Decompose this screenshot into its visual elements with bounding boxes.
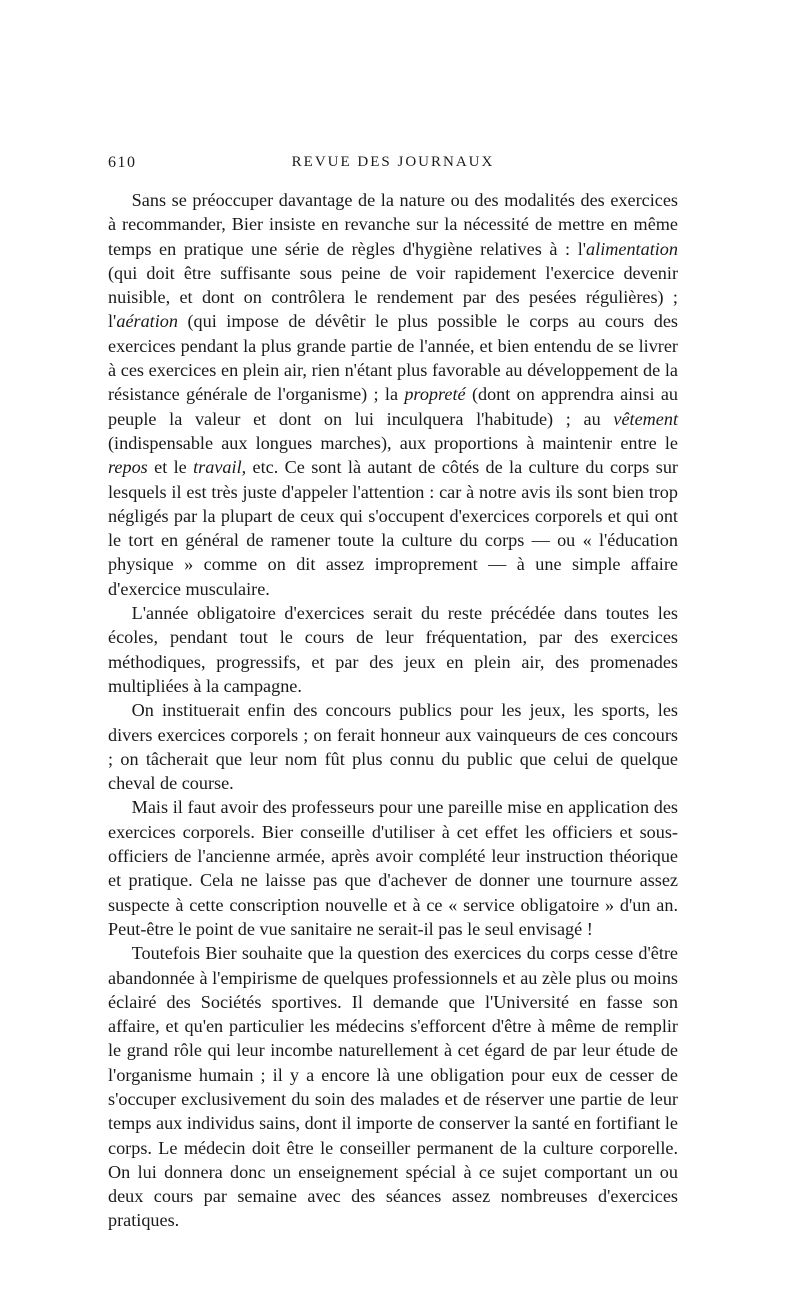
italic-term: propreté xyxy=(404,384,466,405)
text-run: et le xyxy=(147,457,194,478)
italic-term: travail xyxy=(193,457,242,478)
text-run: Toutefois Bier souhaite que la question des exercices du corps cesse d'être abandonnée à l'empirisme de quelques professionnels et au zèle plus ou moins éclairé des Sociétés sportives. Il demande que l'Université en fasse son affaire, et qu'en particulier les médecins s'efforcent d'être à même de remplir le grand rôle qui leur incombe naturellement à cet égard de par leur étude de l'organisme humain ; il y a encore là une obligation pour eux de cesser de s'occuper exclusivement du soin des malades et de réserver une partie de leur temps aux individus sains, dont il importe de conserver la santé en fortifiant le corps. Le médecin doit être le conseiller permanent de la culture corporelle. On lui donnera donc un enseignement spécial à ce sujet comportant un ou deux cours par semaine avec des séances assez nombreuses d'exercices pratiques. xyxy=(108,943,678,1231)
paragraph xyxy=(108,795,678,941)
paragraph xyxy=(108,601,678,698)
text-run: (qui impose de dévêtir le plus possible le corps au cours des exercices pendant la plus grande partie de l'année, et bien entendu de se livrer à ces exercices en plein air, rien n'étant plus favorable au développement de la résistance générale de l'organisme) ; la xyxy=(108,311,678,405)
page xyxy=(108,150,678,1233)
running-head xyxy=(108,150,678,176)
italic-term: alimentation xyxy=(586,238,678,259)
text-run: Sans se préoccuper davantage de la nature ou des modalités des exercices à recommander, Bier insiste en revanche sur la nécessité de mettre en même temps en pratique une série de règles d'hygiène relatives à : l' xyxy=(108,190,678,259)
paragraph xyxy=(108,941,678,1233)
paragraph xyxy=(108,698,678,795)
text-run: (indispensable aux longues marches), aux proportions à maintenir entre le xyxy=(108,432,678,453)
paragraph xyxy=(108,188,678,601)
text-run: (dont on apprendra ainsi au peuple la valeur et dont on lui inculquera l'habitude) ; au xyxy=(108,384,678,429)
text-run: L'année obligatoire d'exercices serait du reste précédée dans toutes les écoles, pendant tout le cours de leur fréquentation, par des exercices méthodiques, progressifs, et par des jeux en plein air, des promenades multipliées à la campagne. xyxy=(108,603,678,696)
text-run: Mais il faut avoir des professeurs pour une pareille mise en application des exercices corporels. Bier conseille d'utiliser à cet effet les officiers et sous-officiers de l'ancienne armée, après avoir complété leur instruction théorique et pratique. Cela ne laisse pas que d'achever de donner une tournure assez suspecte à cette conscription nouvelle et à ce « service obligatoire » d'un an. Peut-être le point de vue sanitaire ne serait-il pas le seul envisagé ! xyxy=(108,797,678,939)
page-number: 610 xyxy=(108,154,137,171)
text-run: , etc. Ce sont là autant de côtés de la culture du corps sur lesquels il est très juste d'appeler l'attention : car à notre avis ils sont bien trop négligés par la plupart de ceux qui s'occupent d'exercices corporels et qui ont le tort en général de ramener toute la culture du corps — ou « l'éducation physique » comme on dit assez improprement — à une simple affaire d'exercice musculaire. xyxy=(108,457,678,599)
text-run: (qui doit être suffisante sous peine de voir rapidement l'exercice devenir nuisible, et dont on contrôlera le rendement par des pesées régulières) ; l' xyxy=(108,262,678,332)
journal-title: REVUE DES JOURNAUX xyxy=(291,154,495,170)
text-run: On instituerait enfin des concours publics pour les jeux, les sports, les divers exercices corporels ; on ferait honneur aux vainqueurs de ces concours ; on tâcherait que leur nom fût plus connu du public que celui de quelque cheval de course. xyxy=(108,700,678,794)
italic-term: vêtement xyxy=(613,408,678,429)
italic-term: repos xyxy=(108,457,148,478)
italic-term: aération xyxy=(116,311,178,332)
article-body xyxy=(108,188,678,1233)
